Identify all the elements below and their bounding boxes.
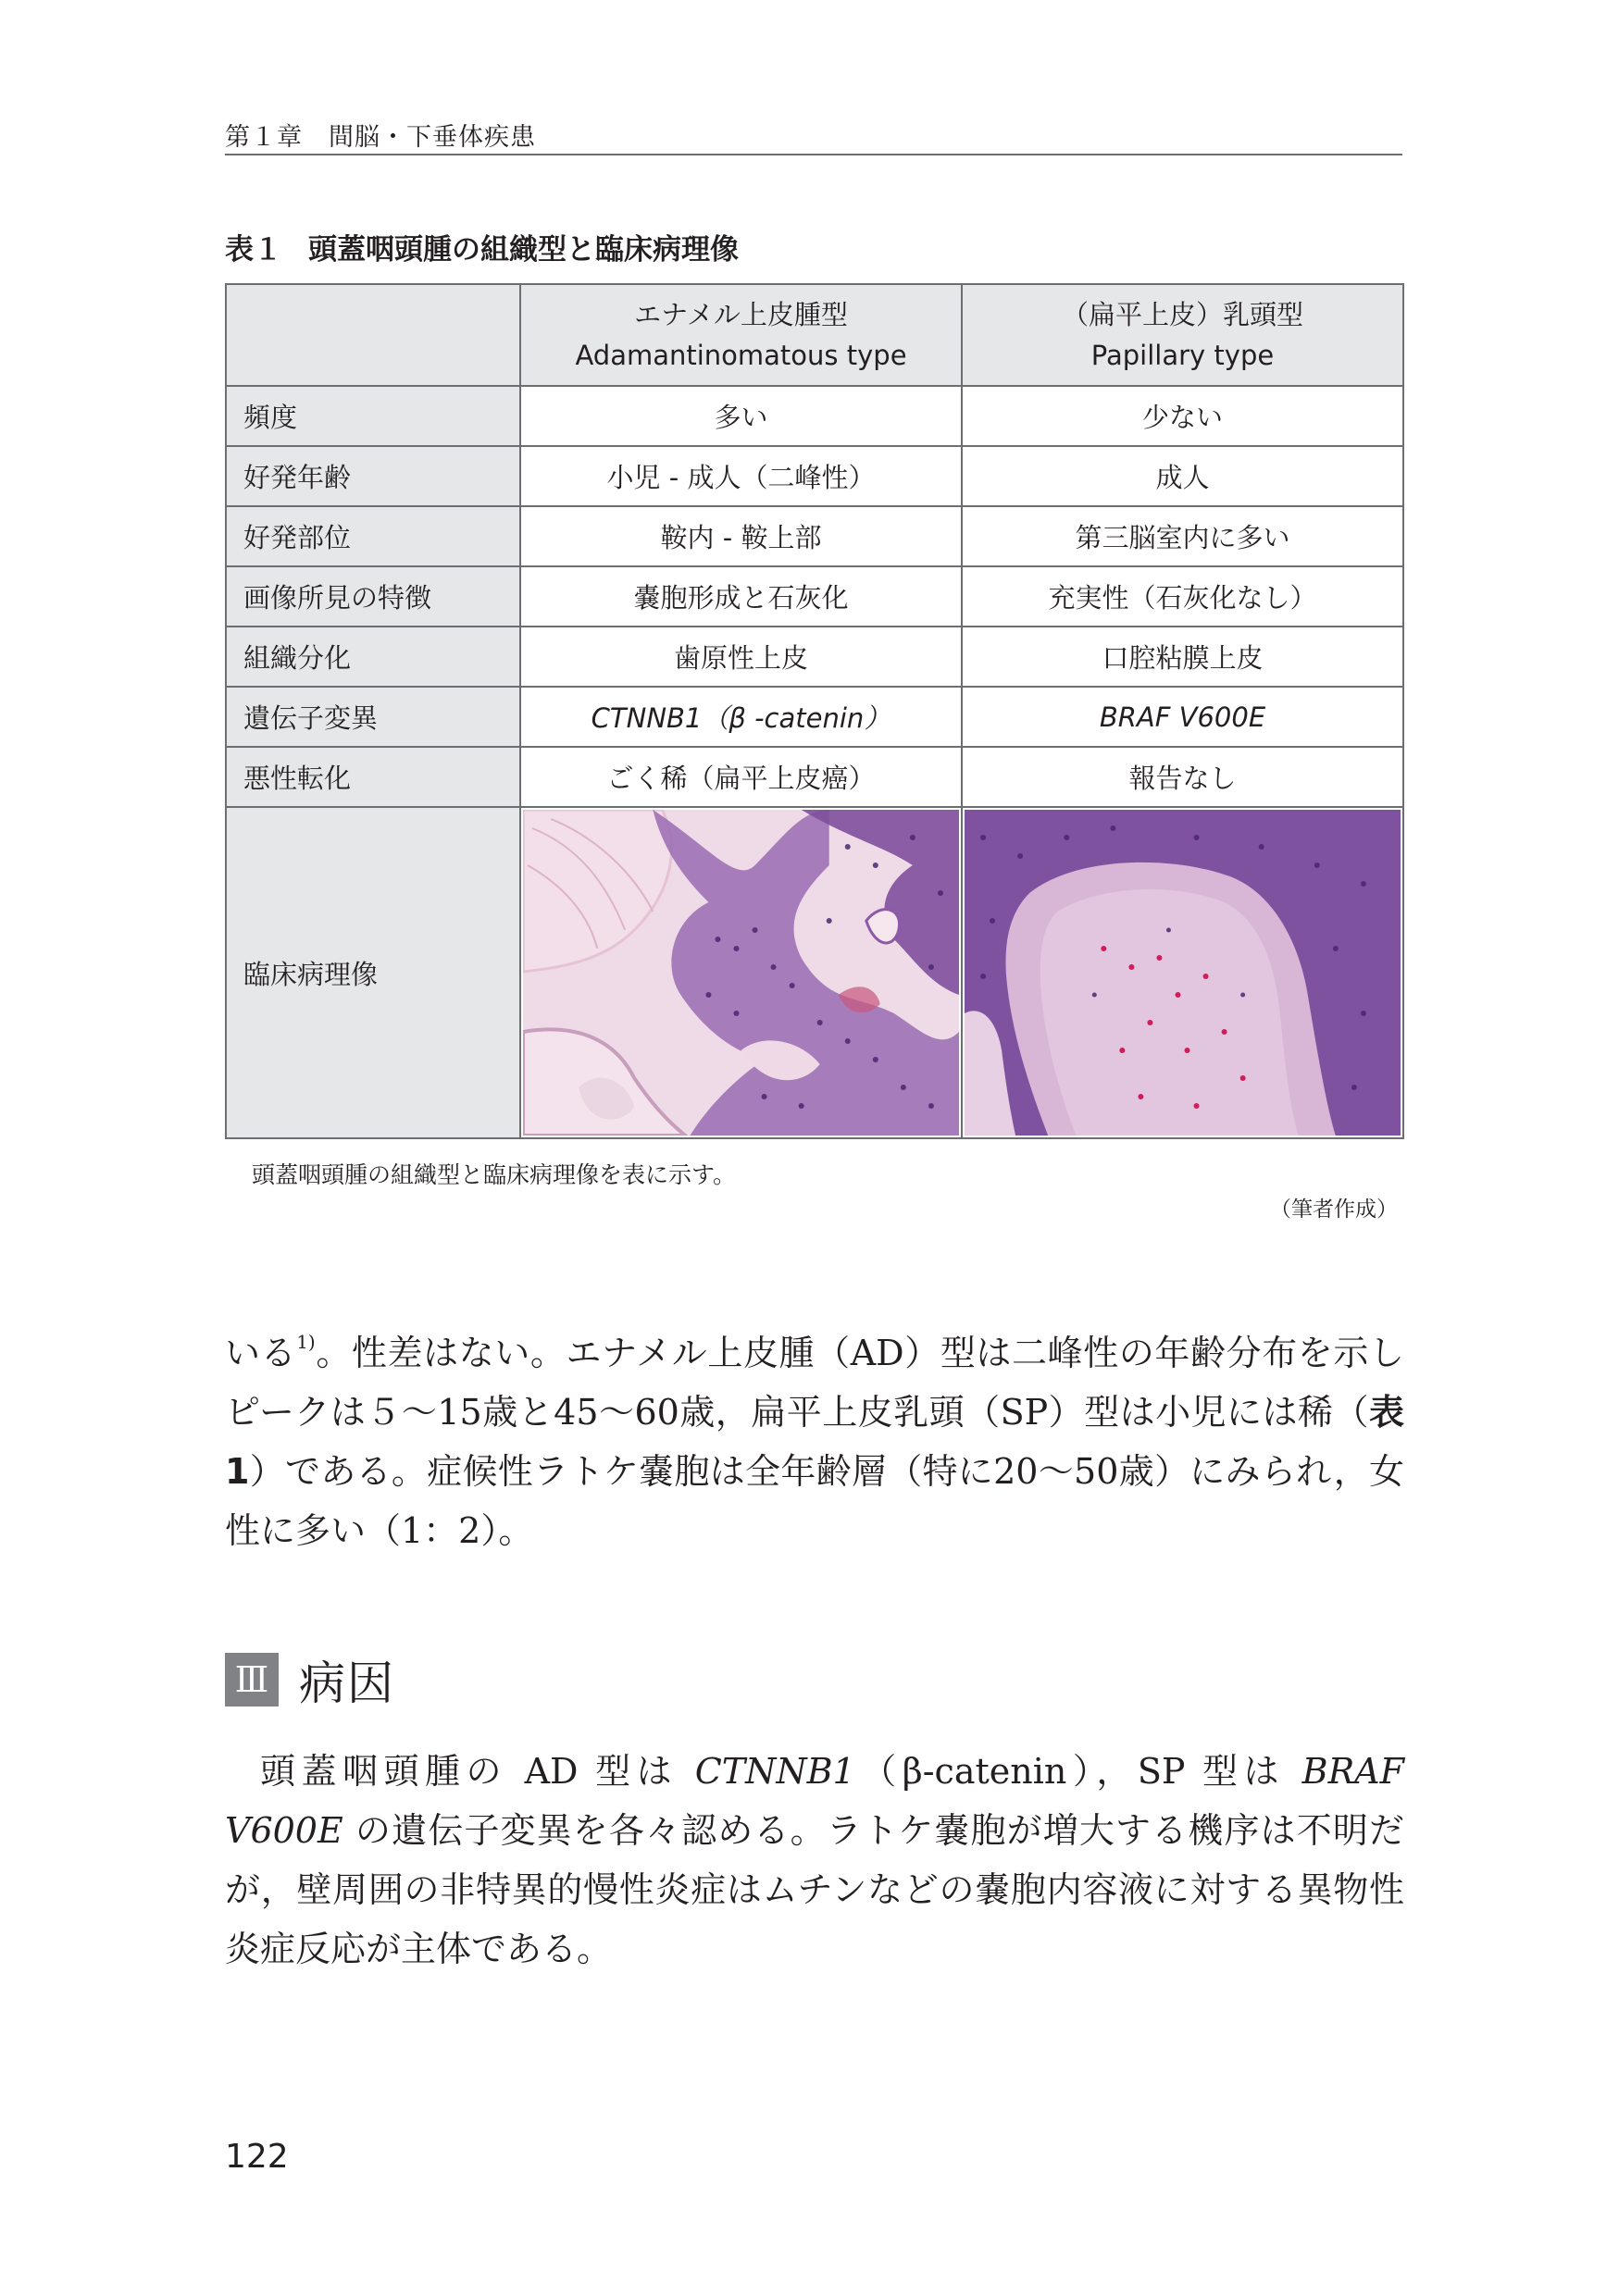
cell-ad: 多い xyxy=(520,386,962,446)
table-reference: 表1 xyxy=(225,1392,1404,1492)
table-row xyxy=(226,386,1403,446)
cell-ad: ごく稀（扁平上皮癌） xyxy=(520,747,962,807)
table-caption xyxy=(225,226,739,267)
cell-pap: 第三脳室内に多い xyxy=(962,506,1403,566)
cell-pap: BRAF V600E xyxy=(962,687,1403,747)
column-header-en: Adamantinomatous type xyxy=(575,340,907,371)
row-label-age: 好発年齢 xyxy=(226,446,520,506)
column-header-jp: エナメル上皮腫型 xyxy=(634,299,848,330)
cell-pap-image xyxy=(962,807,1403,1138)
paragraph-text: の遺伝子変異を各々認める。ラトケ嚢胞が増大する機序は不明だが，壁周囲の非特異的慢性炎症はムチンなどの嚢胞内容液に対する異物性炎症反応が主体である。 xyxy=(225,1810,1404,1969)
paragraph-text: 頭蓋咽頭腫の AD 型は xyxy=(260,1751,695,1792)
cell-ad: 小児 - 成人（二峰性） xyxy=(520,446,962,506)
gene-name: BRAF V600E xyxy=(225,1751,1404,1851)
row-label-frequency: 頻度 xyxy=(226,386,520,446)
row-label-mutation: 遺伝子変異 xyxy=(226,687,520,747)
paragraph-text: いる xyxy=(225,1333,297,1373)
paragraph-text: （β-catenin），SP 型は xyxy=(854,1751,1302,1792)
cell-ad: CTNNB1（β -catenin） xyxy=(520,687,962,747)
column-header-jp: （扁平上皮）乳頭型 xyxy=(1061,299,1303,330)
table-corner-cell xyxy=(226,284,520,386)
table-row xyxy=(226,506,1403,566)
cell-pap: 少ない xyxy=(962,386,1403,446)
table-caption-number: 表１ xyxy=(225,233,282,267)
section-title: 病因 xyxy=(299,1657,395,1710)
table-header-row xyxy=(226,284,1403,386)
row-label-site: 好発部位 xyxy=(226,506,520,566)
section-heading xyxy=(225,1653,395,1710)
paragraph-text: ）である。症候性ラトケ嚢胞は全年齢層（特に20～50歳）にみられ，女性に多い（1：2）。 xyxy=(225,1451,1404,1551)
body-paragraph-2 xyxy=(225,1742,1404,1979)
column-header-adamantinomatous xyxy=(520,284,962,386)
row-label-malignant: 悪性転化 xyxy=(226,747,520,807)
cell-ad-image xyxy=(520,807,962,1138)
cell-pap: 報告なし xyxy=(962,747,1403,807)
comparison-table xyxy=(225,283,1404,1139)
cell-ad: 鞍内 - 鞍上部 xyxy=(520,506,962,566)
gene-name: CTNNB1 xyxy=(694,1751,855,1792)
table-row xyxy=(226,747,1403,807)
header-rule xyxy=(225,154,1402,155)
column-header-papillary xyxy=(962,284,1403,386)
table-row xyxy=(226,627,1403,687)
papillary-histology-image xyxy=(965,810,1401,1136)
table-credit: （筆者作成） xyxy=(1270,1198,1398,1222)
table-row-images xyxy=(226,807,1403,1138)
page-number: 122 xyxy=(225,2138,289,2176)
table-row xyxy=(226,446,1403,506)
cell-pap: 充実性（石灰化なし） xyxy=(962,566,1403,627)
cell-ad: 歯原性上皮 xyxy=(520,627,962,687)
section-number-badge: Ⅲ xyxy=(225,1653,279,1706)
row-label-differentiation: 組織分化 xyxy=(226,627,520,687)
table-row xyxy=(226,566,1403,627)
row-label-pathology: 臨床病理像 xyxy=(226,807,520,1138)
running-head: 第１章 間脳・下垂体疾患 xyxy=(225,123,536,152)
row-label-imaging: 画像所見の特徴 xyxy=(226,566,520,627)
column-header-en: Papillary type xyxy=(1090,340,1275,371)
table-note: 頭蓋咽頭腫の組織型と臨床病理像を表に示す。 xyxy=(252,1161,737,1188)
table-row xyxy=(226,687,1403,747)
cell-pap: 口腔粘膜上皮 xyxy=(962,627,1403,687)
cell-ad: 嚢胞形成と石灰化 xyxy=(520,566,962,627)
paragraph-text: 。性差はない。エナメル上皮腫（AD）型は二峰性の年齢分布を示しピークは５～15歳と45～60歳，扁平上皮乳頭（SP）型は小児には稀（ xyxy=(225,1333,1404,1433)
citation-reference: 1) xyxy=(296,1331,316,1353)
adamantinomatous-histology-image xyxy=(523,810,959,1136)
body-paragraph-1 xyxy=(225,1312,1404,1560)
table-caption-title: 頭蓋咽頭腫の組織型と臨床病理像 xyxy=(308,233,739,267)
cell-pap: 成人 xyxy=(962,446,1403,506)
